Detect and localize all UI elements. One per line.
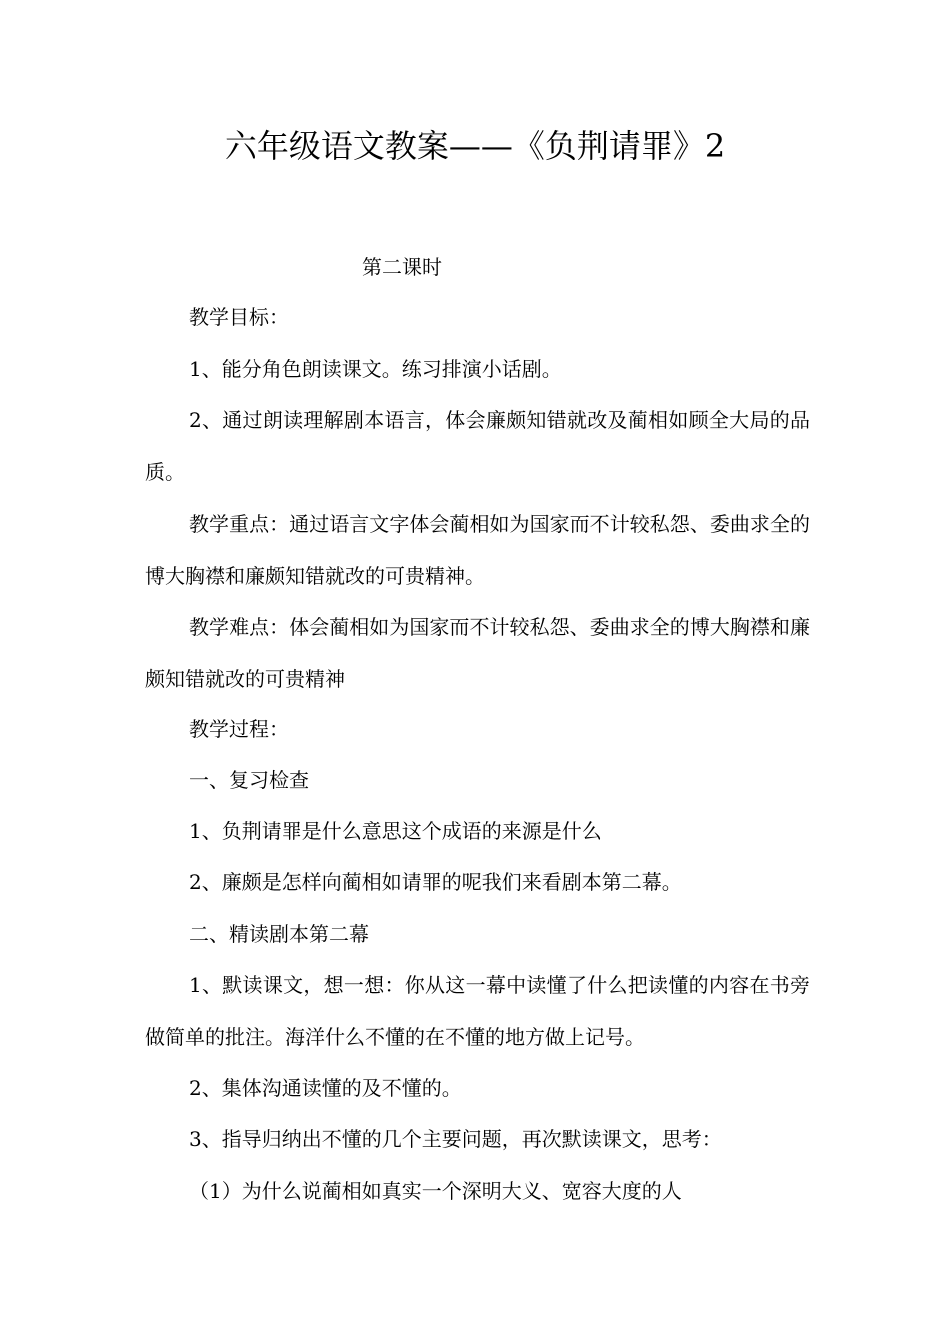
key-point: 教学重点：通过语言文字体会蔺相如为国家而不计较私怨、委曲求全的博大胸襟和廉颇知错就改的可贵精神。: [145, 512, 810, 588]
question-1: （1）为什么说蔺相如真实一个深明大义、宽容大度的人: [189, 1179, 682, 1203]
section-review-heading: 一、复习检查: [189, 768, 309, 792]
reading-item-2: 2、集体沟通读懂的及不懂的。: [189, 1076, 462, 1100]
reading-item-1: 1、默读课文，想一想：你从这一幕中读懂了什么把读懂的内容在书旁做简单的批注。海洋什么不懂的在不懂的地方做上记号。: [145, 973, 810, 1049]
objective-1: 1、能分角色朗读课文。练习排演小话剧。: [189, 357, 562, 381]
section-reading-heading: 二、精读剧本第二幕: [189, 922, 369, 946]
objectives-heading: 教学目标：: [189, 305, 289, 329]
review-item-1: 1、负荆请罪是什么意思这个成语的来源是什么: [189, 819, 602, 843]
document-title: 六年级语文教案——《负荆请罪》2: [224, 127, 726, 165]
difficulty: 教学难点：体会蔺相如为国家而不计较私怨、委曲求全的博大胸襟和廉颇知错就改的可贵精神: [145, 615, 810, 691]
objective-2: 2、通过朗读理解剧本语言，体会廉颇知错就改及蔺相如顾全大局的品质。: [145, 408, 810, 484]
process-heading: 教学过程：: [189, 717, 289, 741]
reading-item-3: 3、指导归纳出不懂的几个主要问题，再次默读课文，思考：: [189, 1127, 722, 1151]
review-item-2: 2、廉颇是怎样向蔺相如请罪的呢我们来看剧本第二幕。: [189, 870, 682, 894]
lesson-label: 第二课时: [362, 255, 442, 279]
